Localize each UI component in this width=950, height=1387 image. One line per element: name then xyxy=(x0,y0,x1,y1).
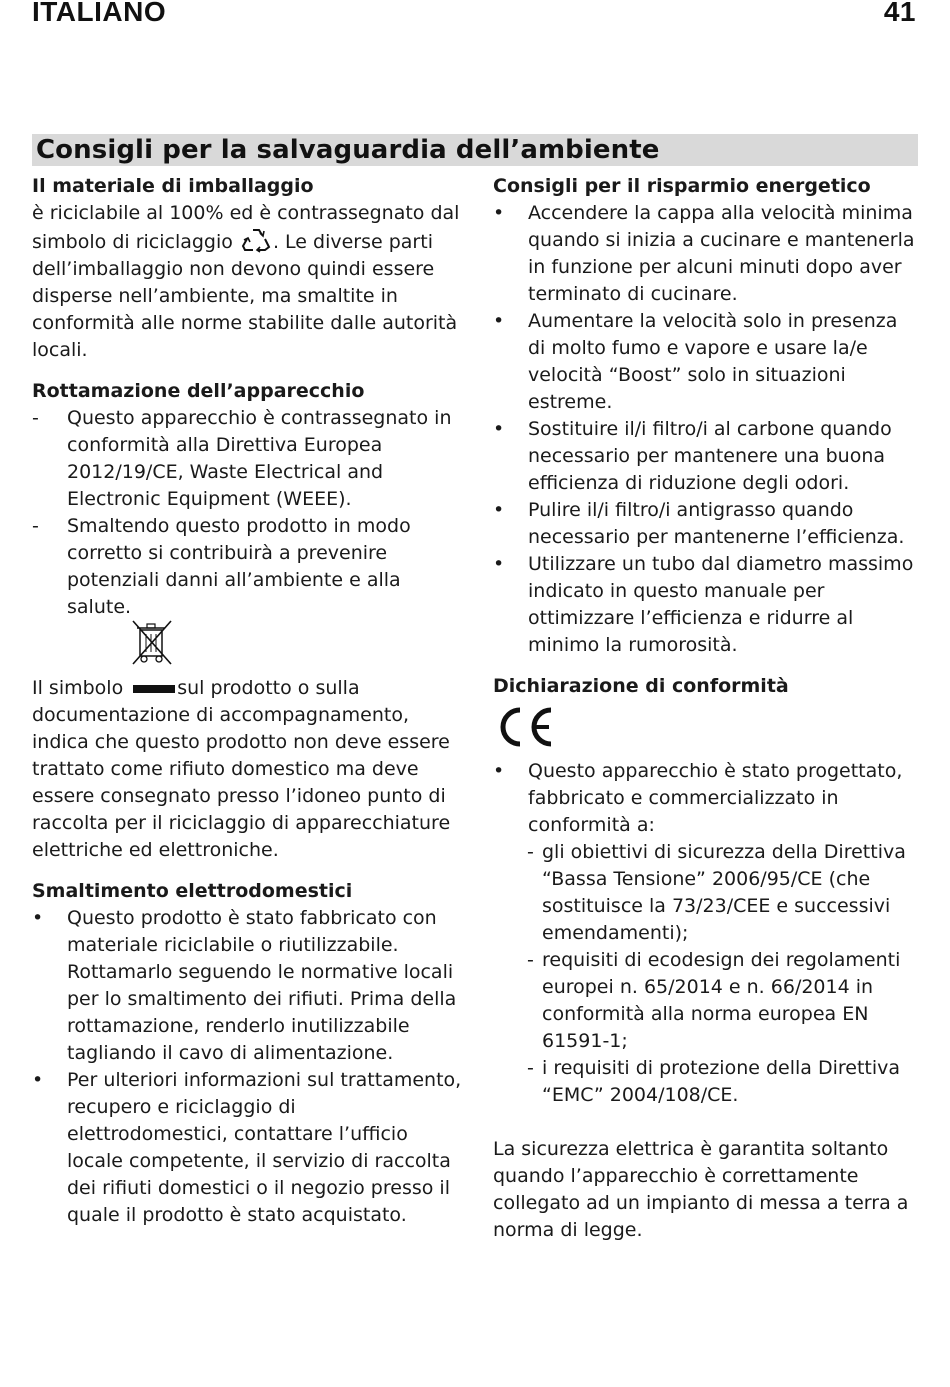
sub-list-item xyxy=(493,947,918,1055)
crossed-bin-icon xyxy=(130,618,174,666)
bullet-marker: • xyxy=(493,760,505,782)
packaging-text-part1: è riciclabile al 100% ed è contrassegnato dal simbolo di riciclaggio xyxy=(32,202,460,253)
list-item xyxy=(493,758,918,839)
right-column xyxy=(493,173,918,1244)
list-item xyxy=(493,551,918,659)
weee-text-part2: sul prodotto o sulla documentazione di accompagnamento, indica che questo prodotto non deve essere trattato come rifiuto domestico ma deve essere consegnato presso l’idoneo punto di raccolta per il riciclaggio di apparecchiature elettriche ed elettroniche. xyxy=(32,677,451,861)
section-title: Consigli per la salvaguardia dell’ambiente xyxy=(36,135,660,165)
sub-list-item-text: i requisiti di protezione della Direttiva “EMC” 2004/108/CE. xyxy=(542,1057,901,1106)
left-column xyxy=(32,173,462,1229)
page-number: 41 xyxy=(883,0,916,27)
bullet-marker: • xyxy=(493,202,505,224)
disposal-heading: Smaltimento elettrodomestici xyxy=(32,880,353,902)
list-item-text: Per ulteriori informazioni sul trattamento, recupero e riciclaggio di elettrodomestici, contattare l’ufficio locale competente, il servizio di raccolta dei rifiuti domestici o il negozio presso il quale il prodotto è stato acquistato. xyxy=(67,1069,462,1226)
list-item-text: Questo prodotto è stato fabbricato con materiale riciclabile o riutilizzabile. Rottamarlo seguendo le normative locali per lo smaltimento dei rifiuti. Prima della rottamazione, renderlo inutilizzabile tagliando il cavo di alimentazione. xyxy=(67,907,457,1064)
dash-marker: - xyxy=(527,1057,534,1079)
dash-marker: - xyxy=(32,515,39,537)
list-item-text: Aumentare la velocità solo in presenza di molto fumo e vapore e usare la/e velocità “Boost” solo in situazioni estreme. xyxy=(528,310,898,413)
list-item xyxy=(493,308,918,416)
sub-list-item-text: gli obiettivi di sicurezza della Direttiva “Bassa Tensione” 2006/95/CE (che sostituisce la 73/23/CEE e successivi emendamenti); xyxy=(542,841,906,944)
energy-heading: Consigli per il risparmio energetico xyxy=(493,175,871,197)
conformity-closing: La sicurezza elettrica è garantita soltanto quando l’apparecchio è correttamente collegato ad un impianto di messa a terra a norma di legge. xyxy=(493,1138,909,1241)
weee-symbol-text xyxy=(32,675,462,864)
list-item xyxy=(32,513,462,621)
dash-marker: - xyxy=(32,407,39,429)
sub-list-item xyxy=(493,839,918,947)
list-item xyxy=(493,416,918,497)
packaging-text xyxy=(32,200,462,364)
bullet-marker: • xyxy=(493,418,505,440)
bullet-marker: • xyxy=(493,310,505,332)
list-item-text: Questo apparecchio è contrassegnato in conformità alla Direttiva Europea 2012/19/CE, Waste Electrical and Electronic Equipment (WEEE). xyxy=(67,407,452,510)
list-item-text: Accendere la cappa alla velocità minima quando si inizia a cucinare e mantenerla in funzione per alcuni minuti dopo aver terminato di cucinare. xyxy=(528,202,915,305)
ce-mark-icon xyxy=(493,706,557,748)
section-header-bar xyxy=(32,134,918,166)
list-item-text: Pulire il/i filtro/i antigrasso quando necessario per mantenerne l’efficienza. xyxy=(528,499,905,548)
recycle-icon xyxy=(241,227,271,253)
conformity-heading: Dichiarazione di conformità xyxy=(493,675,789,697)
weee-text-part1: Il simbolo xyxy=(32,677,124,699)
packaging-heading: Il materiale di imballaggio xyxy=(32,175,314,197)
dash-marker: - xyxy=(527,841,534,863)
list-item-text: Utilizzare un tubo dal diametro massimo indicato in questo manuale per ottimizzare l’efficienza e ridurre al minimo la rumorosità. xyxy=(528,553,914,656)
bullet-marker: • xyxy=(32,1069,44,1091)
list-item-text: Smaltendo questo prodotto in modo corretto si contribuirà a prevenire potenziali danni all’ambiente e alla salute. xyxy=(67,515,411,618)
packaging-text-part2: . Le diverse parti dell’imballaggio non devono quindi essere disperse nell’ambiente, ma smaltite in conformità alle norme stabilite dalle autorità locali. xyxy=(32,231,458,361)
list-item-text: Sostituire il/i filtro/i al carbone quando necessario per mantenere una buona efficienza di riduzione degli odori. xyxy=(528,418,892,494)
page-language: ITALIANO xyxy=(32,0,167,27)
list-item xyxy=(493,200,918,308)
weee-symbol-row xyxy=(32,621,462,675)
bullet-marker: • xyxy=(32,907,44,929)
sub-list-item-text: requisiti di ecodesign dei regolamenti europei n. 65/2014 e n. 66/2014 in conformità alla norma europea EN 61591-1; xyxy=(542,949,901,1052)
scrapping-heading: Rottamazione dell’apparecchio xyxy=(32,380,365,402)
bullet-marker: • xyxy=(493,499,505,521)
list-item xyxy=(32,405,462,513)
list-item xyxy=(493,497,918,551)
weee-bar-icon xyxy=(133,685,175,693)
bullet-marker: • xyxy=(493,553,505,575)
list-item-text: Questo apparecchio è stato progettato, fabbricato e commercializzato in conformità a: xyxy=(528,760,903,836)
dash-marker: - xyxy=(527,949,534,971)
ce-mark-row xyxy=(493,700,918,758)
sub-list-item xyxy=(493,1055,918,1109)
list-item xyxy=(32,905,462,1067)
list-item xyxy=(32,1067,462,1229)
